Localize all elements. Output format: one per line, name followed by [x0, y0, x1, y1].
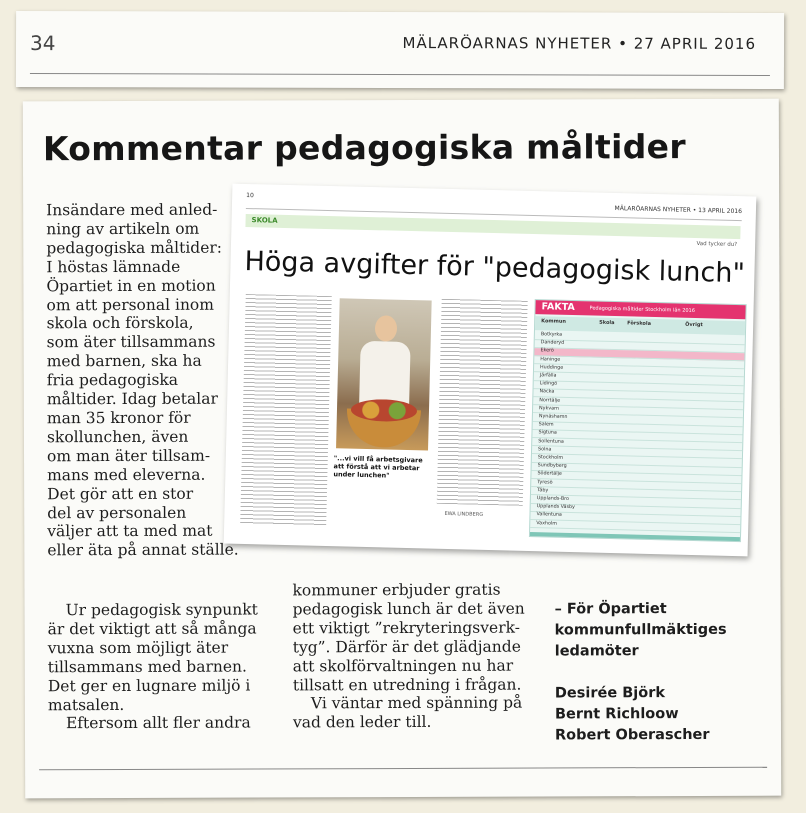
text-line: att skolförvaltningen nu har — [292, 656, 514, 676]
fakta-box — [529, 299, 747, 542]
text-line: tyg”. Därför är det glädjande — [292, 637, 521, 657]
spacer — [555, 662, 755, 684]
fakta-row-label: Sigtuna — [538, 430, 557, 437]
fakta-subtitle: Pedagogiska måltider Stockholm län 2016 — [589, 305, 696, 314]
fakta-row-label: Södertälje — [537, 471, 562, 478]
text-line: pedagogisk lunch är det även — [292, 599, 525, 619]
text-line: är det viktigt att så många — [47, 619, 257, 639]
text-line: skollunchen, även — [46, 427, 189, 447]
fakta-row-label: Ekerö — [540, 348, 554, 354]
fakta-row-label: Sollentuna — [538, 438, 564, 445]
text-line: kommuner erbjuder gratis — [292, 580, 501, 600]
fakta-col-header: Förskola — [627, 320, 652, 327]
top-clipping-strip — [16, 11, 784, 89]
signer-name: Bernt Richloow — [554, 706, 679, 723]
fakta-row-label: Nykvarn — [539, 406, 560, 412]
text-line: I höstas lämnade — [46, 257, 181, 276]
clip-contact: Vad tycker du? — [696, 241, 738, 248]
fakta-row-label: Sundbyberg — [537, 463, 567, 470]
newspaper-masthead: MÄLARÖARNAS NYHETER • 27 APRIL 2016 — [402, 34, 757, 53]
fakta-col-header: Kommun — [541, 318, 567, 325]
text-line: eller äta på annat ställe. — [47, 540, 239, 560]
signature-line: ledamöter — [554, 643, 639, 660]
fakta-row-label: Solna — [538, 446, 552, 453]
fakta-row-label: Upplands Väsby — [536, 504, 575, 511]
text-line: pedagogiska måltider: — [46, 238, 223, 258]
fakta-row-label: Huddinge — [540, 365, 564, 371]
text-line: väljer att ta med mat — [47, 522, 213, 541]
page-number: 34 — [29, 31, 56, 56]
text-line: vuxna som möjligt äter — [47, 638, 229, 658]
article-column-middle — [292, 580, 553, 732]
photo-quote: "...vi vill få arbetsgivare att förstå att vi arbetar under lunchen" — [333, 454, 423, 480]
clip-headline: Höga avgifter för "pedagogisk lunch" — [244, 245, 746, 290]
signature-block — [555, 599, 756, 747]
clip-body-text — [437, 299, 528, 506]
fakta-row-label: Lidingö — [539, 381, 558, 387]
text-line: Det gör att en stor — [47, 484, 194, 503]
clip-byline: EWA LINDBERG — [444, 510, 484, 518]
text-line: skola och förskola, — [46, 314, 194, 333]
photo-person-head — [375, 315, 398, 342]
divider — [39, 767, 767, 771]
text-line: Insändare med anled- — [46, 200, 218, 220]
clip-masthead: MÄLARÖARNAS NYHETER • 13 APRIL 2016 — [614, 204, 743, 216]
embedded-article-clipping — [224, 184, 757, 557]
section-label: SKOLA — [251, 216, 278, 225]
text-line: ning av artikeln om — [46, 219, 200, 239]
signature-line: kommunfullmäktiges — [554, 621, 727, 639]
fakta-row-label: Salem — [538, 422, 554, 428]
text-line: fria pedagogiska — [46, 370, 179, 390]
fakta-col-header: Skola — [599, 319, 615, 327]
text-line: Öpartiet in en motion — [46, 276, 216, 295]
fakta-row-label: Danderyd — [540, 340, 565, 346]
text-line: Eftersom allt fler andra — [65, 713, 251, 733]
text-line: mans med eleverna. — [47, 465, 206, 484]
text-line: tillsammans med barnen. — [47, 657, 247, 676]
fakta-row-label: Järfälla — [539, 373, 557, 379]
text-line: ett viktigt ”rekryteringsverk- — [292, 618, 520, 638]
clip-body-text — [240, 294, 332, 526]
text-line: måltider. Idag betalar — [46, 389, 218, 409]
fakta-col-header: Övrigt — [685, 321, 703, 329]
fakta-row-label: Haninge — [540, 356, 561, 363]
clip-photo — [336, 298, 432, 450]
article-headline: Kommentar pedagogiska måltider — [42, 127, 686, 169]
divider — [30, 73, 770, 76]
article-column-left — [46, 201, 242, 561]
signer-name: Desirée Björk — [554, 685, 666, 702]
text-line: Det ger en lugnare miljö i — [47, 676, 251, 695]
text-line: om att personal inom — [46, 295, 214, 314]
text-line: som äter tillsammans — [46, 332, 216, 352]
text-line: om man äter tillsam- — [46, 446, 211, 466]
fakta-row-label: Nacka — [539, 389, 555, 395]
text-line: matsalen. — [47, 695, 125, 714]
clip-page-number: 10 — [246, 191, 254, 200]
text-line: Vi väntar med spänning på — [310, 694, 523, 713]
text-line: med barnen, ska ha — [46, 351, 202, 371]
text-line: tillsatt en utredning i frågan. — [292, 675, 522, 694]
fakta-title: FAKTA — [541, 301, 575, 314]
fakta-row-label: Tyresö — [537, 479, 553, 486]
fakta-row-label: Botkyrka — [540, 332, 563, 338]
text-line: man 35 kronor för — [46, 408, 191, 428]
fakta-row-label: Norrtälje — [539, 397, 561, 404]
text-line: Ur pedagogisk synpunkt — [65, 600, 258, 620]
fakta-row-label: Stockholm — [537, 455, 564, 461]
fakta-row-label: Nynäshamn — [538, 414, 568, 420]
signer-name: Robert Oberascher — [554, 726, 710, 744]
article-column-left-bottom — [48, 600, 273, 733]
text-line: del av personalen — [47, 503, 187, 522]
fakta-row-label: Vaxholm — [536, 520, 557, 527]
fakta-row-label: Täby — [537, 487, 549, 494]
fakta-row-label: Vallentuna — [536, 512, 562, 519]
fakta-footer-bar — [530, 532, 740, 541]
fakta-row-label: Upplands-Bro — [536, 496, 570, 502]
text-line: vad den leder till. — [292, 713, 432, 732]
signature-line: – För Öpartiet — [554, 601, 667, 618]
